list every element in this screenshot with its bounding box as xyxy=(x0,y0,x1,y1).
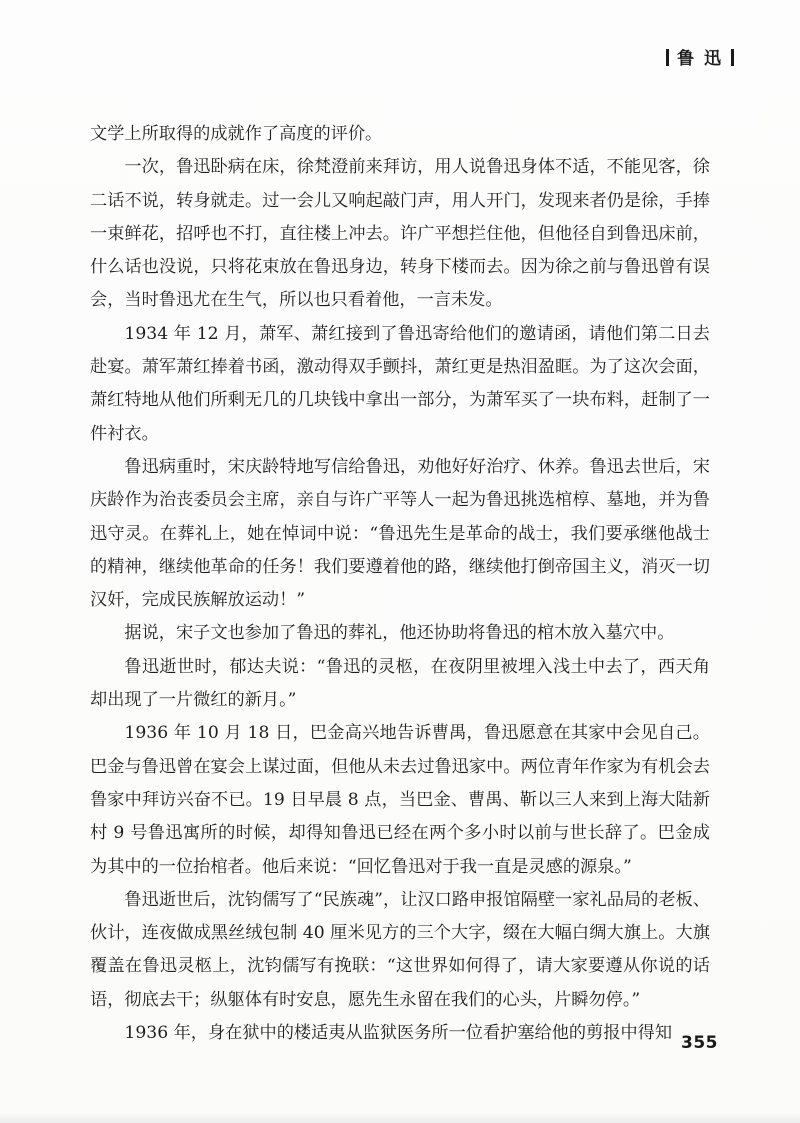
paragraph-continuation: 文学上所取得的成就作了高度的评价。 xyxy=(90,124,383,144)
paragraph-ba-jin: 1936 年 10 月 18 日，巴金高兴地告诉曹禺，鲁迅愿意在其家中会见自己。巴金与鲁迅曾在宴会上谋过面，但他从未去过鲁迅家中。两位青年作家为有机会去鲁家中拜访兴奋不已。19 日早晨 8 点，当巴金、曹禺、靳以三人来到上海大陆新村 9 号鲁迅寓所的时候，却得知鲁迅已经在两个多小时以前与世长辞了。巴金成为其中的一位抬棺者。他后来说：“回忆鲁迅对于我一直是灵感的源泉。” xyxy=(90,723,710,877)
paragraph-xiao-jun-xiao-hong: 1934 年 12 月，萧军、萧红接到了鲁迅寄给他们的邀请函，请他们第二日去赴宴。萧军萧红捧着书函，激动得双手颤抖，萧红更是热泪盈眶。为了这次会面，萧红特地从他们所剩无几的几块钱中拿出一部分，为萧军买了一块布料，赶制了一件衬衣。 xyxy=(90,323,710,444)
header-bar-left xyxy=(666,49,669,66)
page-bottom-edge xyxy=(0,1113,800,1123)
paragraph-song-qingling: 鲁迅病重时，宋庆龄特地写信给鲁迅，劝他好好治疗、休养。鲁迅去世后，宋庆龄作为治丧委员会主席，亲自与许广平等人一起为鲁迅挑选棺椁、墓地，并为鲁迅守灵。在葬礼上，她在悼词中说：“鲁迅先生是革命的战士，我们要承继他战士的精神，继续他革命的任务！我们要遵着他的路，继续他打倒帝国主义，消灭一切汉奸，完成民族解放运动！” xyxy=(90,456,710,611)
paragraph-lou-shiyi: 1936 年，身在狱中的楼适夷从监狱医务所一位看护塞给他的剪报中得知 xyxy=(124,1023,673,1044)
paragraph-yu-dafu: 鲁迅逝世时，郁达夫说：“鲁迅的灵柩，在夜阴里被埋入浅土中去了，西天角却出现了一片微红的新月。” xyxy=(90,656,710,711)
running-head xyxy=(658,44,742,69)
page-number: 355 xyxy=(681,1033,718,1053)
paragraph-song-ziwen: 据说，宋子文也参加了鲁迅的葬礼，他还协助将鲁迅的棺木放入墓穴中。 xyxy=(124,623,675,644)
paragraph-xu-fancheng-visit: 一次，鲁迅卧病在床，徐梵澄前来拜访，用人说鲁迅身体不适，不能见客，徐二话不说，转身就走。过一会儿又响起敲门声，用人开门，发现来者仍是徐，手捧一束鲜花，招呼也不打，直往楼上冲去。许广平想拦住他，但他径自到鲁迅床前，什么话也没说，只将花束放在鲁迅身边，转身下楼而去。因为徐之前与鲁迅曾有误会，当时鲁迅尤在生气，所以也只看着他，一言未发。 xyxy=(90,157,710,311)
running-title: 鲁 迅 xyxy=(677,49,723,69)
header-bar-right xyxy=(731,49,734,66)
body-text xyxy=(90,118,710,1050)
paragraph-shen-junru: 鲁迅逝世后，沈钧儒写了“民族魂”，让汉口路申报馆隔壁一家礼品局的老板、伙计，连夜做成黑丝绒包制 40 厘米见方的三个大字，缀在大幅白绸大旗上。大旗覆盖在鲁迅灵柩上，沈钧儒写有挽联：“这世界如何得了，请大家要遵从你说的话语，彻底去干；纵躯体有时安息，愿先生永留在我们的心头，片瞬勿停。” xyxy=(90,889,710,1010)
